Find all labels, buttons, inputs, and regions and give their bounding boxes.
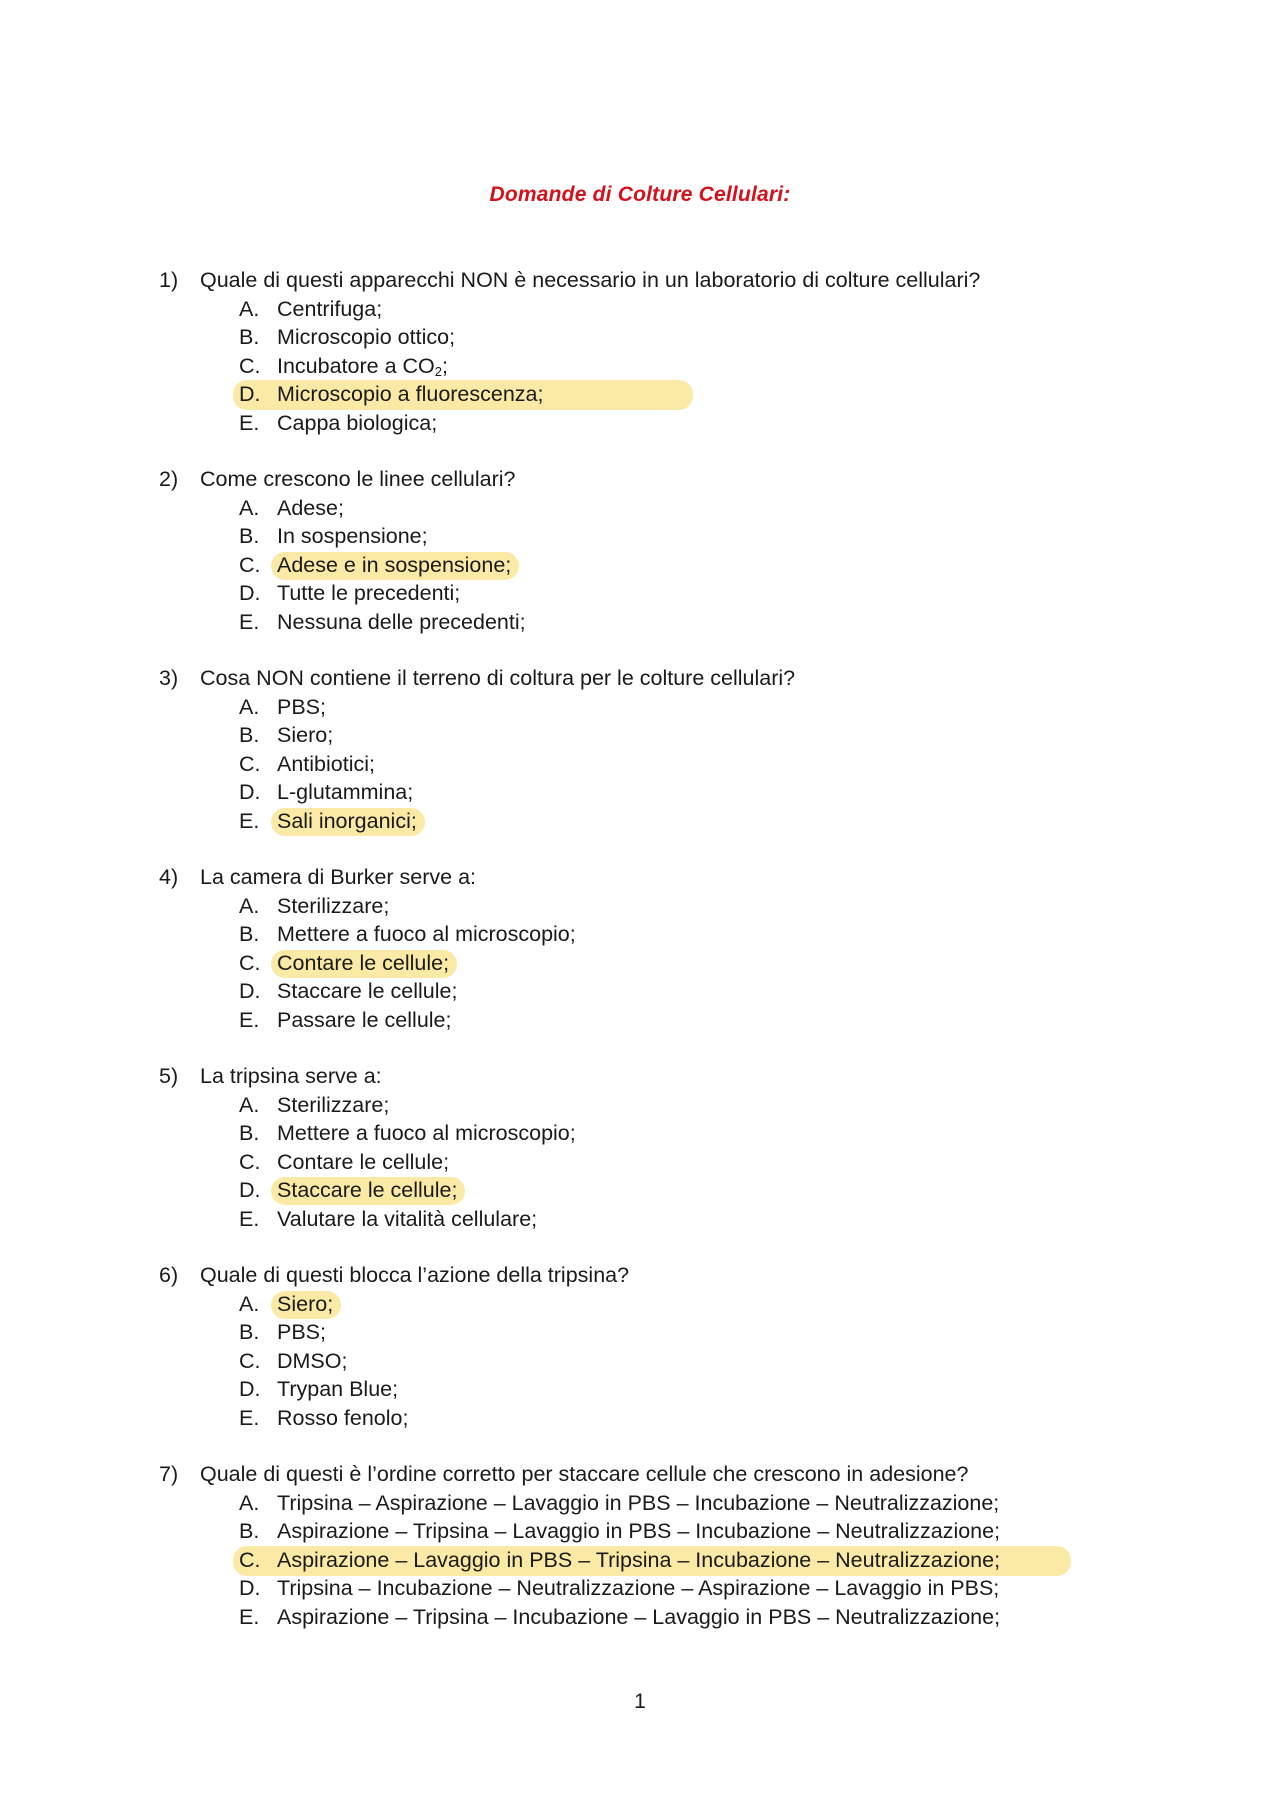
option-a — [159, 892, 1159, 921]
option-letter: D. — [239, 979, 261, 1003]
option-text: Nessuna delle precedenti; — [277, 609, 526, 634]
option-c-highlighted — [159, 949, 1159, 978]
option-text: PBS; — [277, 1320, 326, 1344]
option-text: Microscopio a fluorescenza; — [277, 382, 544, 406]
question-text: Quale di questi è l’ordine corretto per staccare cellule che crescono in adesione? — [200, 1462, 969, 1486]
option-text: Aspirazione – Lavaggio in PBS – Tripsina – Incubazione – Neutralizzazione; — [277, 1547, 1001, 1572]
option-letter: C. — [239, 1547, 261, 1572]
option-letter: E. — [239, 609, 260, 634]
option-letter: A. — [239, 495, 260, 520]
option-text: Sterilizzare; — [277, 893, 390, 918]
option-text — [277, 807, 425, 836]
option-text: Tutte le precedenti; — [277, 581, 461, 605]
question-text: Quale di questi blocca l’azione della tripsina? — [200, 1263, 630, 1287]
option-c-highlighted — [159, 1546, 1159, 1575]
answer-highlight: Siero; — [271, 1291, 341, 1319]
option-c-highlighted — [159, 551, 1159, 580]
option-text: Adese; — [277, 495, 344, 520]
option-text: Aspirazione – Tripsina – Lavaggio in PBS – Incubazione – Neutralizzazione; — [277, 1519, 1001, 1543]
question-1 — [159, 266, 1159, 437]
option-a — [159, 295, 1159, 324]
option-letter: E. — [239, 1405, 260, 1430]
option-letter: B. — [239, 325, 260, 349]
option-e — [159, 1603, 1159, 1632]
option-letter: A. — [239, 296, 260, 321]
option-b — [159, 522, 1159, 551]
option-b — [159, 1517, 1159, 1546]
option-letter: C. — [239, 552, 261, 577]
option-e — [159, 1006, 1159, 1035]
option-letter: A. — [239, 1490, 260, 1515]
option-text: Mettere a fuoco al microscopio; — [277, 922, 576, 946]
option-letter: D. — [239, 382, 261, 406]
option-letter: A. — [239, 1092, 260, 1117]
option-text: Tripsina – Incubazione – Neutralizzazione – Aspirazione – Lavaggio in PBS; — [277, 1576, 1000, 1600]
option-text: Antibiotici; — [277, 751, 375, 776]
option-letter: B. — [239, 1320, 260, 1344]
option-text: Trypan Blue; — [277, 1377, 399, 1401]
answer-highlight: Contare le cellule; — [271, 950, 457, 978]
option-text: Tripsina – Aspirazione – Lavaggio in PBS – Incubazione – Neutralizzazione; — [277, 1490, 1000, 1515]
option-text: Passare le cellule; — [277, 1007, 452, 1032]
option-d — [159, 579, 1159, 608]
option-text — [277, 551, 519, 580]
option-a — [159, 1091, 1159, 1120]
option-letter: B. — [239, 1519, 260, 1543]
option-text: Sterilizzare; — [277, 1092, 390, 1117]
option-e — [159, 608, 1159, 637]
option-letter: B. — [239, 1121, 260, 1145]
option-c — [159, 352, 1159, 381]
page-title: Domande di Colture Cellulari: — [489, 183, 791, 206]
page-number: 1 — [634, 1690, 646, 1713]
option-d — [159, 778, 1159, 807]
option-letter: B. — [239, 723, 260, 747]
question-5 — [159, 1062, 1159, 1233]
question-text: La camera di Burker serve a: — [200, 865, 477, 889]
option-text: Contare le cellule; — [277, 1149, 450, 1174]
question-6 — [159, 1261, 1159, 1432]
option-b — [159, 920, 1159, 949]
question-number: 2) — [159, 467, 179, 491]
option-a — [159, 494, 1159, 523]
option-text-main: Incubatore a CO — [277, 353, 435, 378]
question-number: 1) — [159, 268, 179, 292]
option-e — [159, 409, 1159, 438]
option-text — [277, 949, 457, 978]
option-letter: B. — [239, 922, 260, 946]
option-b — [159, 1318, 1159, 1347]
option-text: Siero; — [277, 723, 334, 747]
question-7 — [159, 1460, 1159, 1631]
question-number: 3) — [159, 666, 179, 690]
option-letter: C. — [239, 751, 261, 776]
option-text: Staccare le cellule; — [277, 979, 458, 1003]
option-b — [159, 1119, 1159, 1148]
option-c — [159, 750, 1159, 779]
option-letter: A. — [239, 1291, 260, 1316]
option-c — [159, 1148, 1159, 1177]
option-text-tail: ; — [442, 353, 448, 378]
option-d — [159, 1574, 1159, 1603]
option-text — [277, 352, 448, 381]
option-b — [159, 721, 1159, 750]
question-2 — [159, 465, 1159, 636]
question-3 — [159, 664, 1159, 835]
question-text: La tripsina serve a: — [200, 1064, 382, 1088]
option-text: In sospensione; — [277, 524, 428, 548]
option-e — [159, 1205, 1159, 1234]
question-list — [159, 266, 1159, 1659]
option-b — [159, 323, 1159, 352]
question-number: 7) — [159, 1462, 179, 1486]
option-letter: E. — [239, 1007, 260, 1032]
option-letter: D. — [239, 1178, 261, 1202]
option-text: PBS; — [277, 694, 326, 719]
option-d — [159, 977, 1159, 1006]
option-text: Valutare la vitalità cellulare; — [277, 1206, 538, 1231]
option-text: Microscopio ottico; — [277, 325, 456, 349]
option-text: Rosso fenolo; — [277, 1405, 409, 1430]
option-text — [277, 1176, 465, 1205]
answer-highlight: Adese e in sospensione; — [271, 552, 519, 580]
option-letter: E. — [239, 1206, 260, 1231]
option-letter: D. — [239, 1576, 261, 1600]
answer-highlight: Sali inorganici; — [271, 808, 425, 836]
option-a — [159, 693, 1159, 722]
question-4 — [159, 863, 1159, 1034]
option-text: Aspirazione – Tripsina – Incubazione – Lavaggio in PBS – Neutralizzazione; — [277, 1604, 1001, 1629]
option-letter: D. — [239, 1377, 261, 1401]
question-number: 5) — [159, 1064, 179, 1088]
option-letter: A. — [239, 694, 260, 719]
question-text: Quale di questi apparecchi NON è necessario in un laboratorio di colture cellulari? — [200, 268, 981, 292]
option-letter: C. — [239, 1348, 261, 1373]
question-text: Cosa NON contiene il terreno di coltura per le colture cellulari? — [200, 666, 796, 690]
option-letter: A. — [239, 893, 260, 918]
option-d — [159, 1375, 1159, 1404]
option-text: L-glutammina; — [277, 780, 414, 804]
option-d-highlighted — [159, 1176, 1159, 1205]
answer-highlight: Staccare le cellule; — [271, 1177, 465, 1205]
option-letter: C. — [239, 353, 261, 378]
option-text: Mettere a fuoco al microscopio; — [277, 1121, 576, 1145]
option-text: Cappa biologica; — [277, 410, 438, 435]
question-number: 6) — [159, 1263, 179, 1287]
option-e — [159, 1404, 1159, 1433]
option-letter: C. — [239, 950, 261, 975]
question-text: Come crescono le linee cellulari? — [200, 467, 516, 491]
option-d-highlighted — [159, 380, 1159, 409]
option-letter: E. — [239, 410, 260, 435]
option-text: Centrifuga; — [277, 296, 383, 321]
option-letter: E. — [239, 1604, 260, 1629]
option-c — [159, 1347, 1159, 1376]
subscript: 2 — [434, 363, 442, 379]
option-letter: E. — [239, 808, 260, 833]
question-number: 4) — [159, 865, 179, 889]
option-letter: C. — [239, 1149, 261, 1174]
option-letter: D. — [239, 780, 261, 804]
option-e-highlighted — [159, 807, 1159, 836]
option-letter: D. — [239, 581, 261, 605]
option-a — [159, 1489, 1159, 1518]
option-letter: B. — [239, 524, 260, 548]
option-text — [277, 1290, 341, 1319]
option-text: DMSO; — [277, 1348, 348, 1373]
option-a-highlighted — [159, 1290, 1159, 1319]
